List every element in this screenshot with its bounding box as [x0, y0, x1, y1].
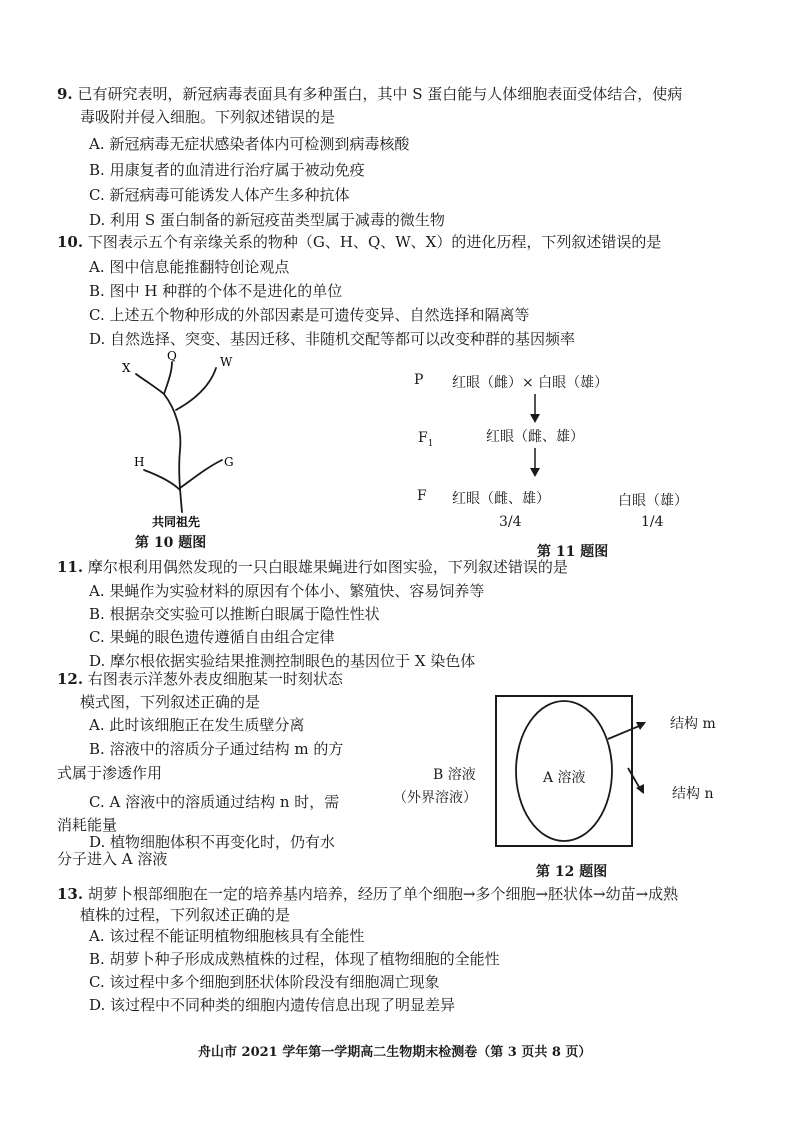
q9-option-a: A. 新冠病毒无症状感染者体内可检测到病毒核酸 — [89, 135, 410, 153]
q9-number: 9. — [57, 85, 73, 103]
q11-option-a: A. 果蝇作为实验材料的原因有个体小、繁殖快、容易饲养等 — [89, 582, 485, 600]
fig11-f-label: F — [417, 488, 427, 504]
fig11-f1-label: $F_1$ — [418, 430, 434, 449]
q11-option-b: B. 根据杂交实验可以推断白眼属于隐性性状 — [89, 605, 380, 623]
q9-option-b: B. 用康复者的血清进行治疗属于被动免疫 — [89, 161, 365, 179]
q12-option-c-cont: 消耗能量 — [57, 816, 118, 834]
fig12-structure-n: 结构 n — [672, 786, 714, 802]
q12-option-d-cont: 分子进入 A 溶液 — [57, 850, 168, 868]
fig12-caption: 第 12 题图 — [536, 864, 608, 880]
fig10-caption: 第 10 题图 — [135, 535, 207, 551]
q12-stem — [57, 668, 343, 690]
q10-option-b: B. 图中 H 种群的个体不是进化的单位 — [89, 282, 343, 300]
q12-option-d: D. 植物细胞体积不再变化时，仍有水 — [89, 833, 336, 851]
fig12-structure-m: 结构 m — [670, 716, 716, 732]
q9-option-d: D. 利用 S 蛋白制备的新冠疫苗类型属于减毒的微生物 — [89, 211, 445, 229]
branch-w — [176, 368, 216, 410]
fig11-f-white: 白眼（雄） — [618, 493, 688, 509]
q13-option-c: C. 该过程中多个细胞到胚状体阶段没有细胞凋亡现象 — [89, 973, 440, 991]
branch-q — [164, 362, 172, 394]
branch-x — [136, 374, 164, 394]
evolution-tree-figure — [110, 350, 260, 530]
fig12-b-solution: B 溶液 — [433, 767, 476, 783]
label-h: H — [134, 455, 145, 469]
q10-stem-line1: 下图表示五个有亲缘关系的物种（G、H、Q、W、X）的进化历程，下列叙述错误的是 — [87, 233, 662, 251]
fig11-red-ratio: 3/4 — [499, 514, 522, 530]
q11-stem — [57, 556, 568, 578]
fig11-p-label: P — [414, 372, 424, 388]
page-footer: 舟山市 2021 学年第一学期高二生物期末检测卷（第 3 页共 8 页） — [198, 1045, 592, 1060]
fig12-b-outer: （外界溶液） — [393, 790, 477, 806]
tree-trunk — [164, 394, 182, 512]
q12-option-b: B. 溶液中的溶质分子通过结构 m 的方 — [89, 740, 344, 758]
fig11-caption: 第 11 题图 — [537, 544, 609, 560]
q9-stem — [57, 83, 682, 105]
q9-stem-line1: 已有研究表明，新冠病毒表面具有多种蛋白，其中 S 蛋白能与人体细胞表面受体结合，使病 — [77, 85, 683, 103]
fig11-arrow-2 — [528, 448, 542, 478]
q13-stem — [57, 883, 678, 905]
q10-stem — [57, 231, 661, 253]
q12-option-a: A. 此时该细胞正在发生质壁分离 — [89, 716, 305, 734]
label-q: Q — [167, 350, 177, 363]
fig11-white-ratio: 1/4 — [641, 514, 664, 530]
q11-stem-line1: 摩尔根利用偶然发现的一只白眼雄果蝇进行如图实验，下列叙述错误的是 — [87, 558, 568, 576]
fig11-p-text: 红眼（雌）× 白眼（雄） — [452, 375, 609, 391]
q11-option-c: C. 果蝇的眼色遗传遵循自由组合定律 — [89, 628, 335, 646]
q10-number: 10. — [57, 233, 84, 251]
q12-number: 12. — [57, 670, 84, 688]
label-g: G — [224, 455, 234, 469]
q10-option-d: D. 自然选择、突变、基因迁移、非随机交配等都可以改变种群的基因频率 — [89, 330, 576, 348]
label-x: X — [122, 361, 131, 375]
fig11-arrow-1 — [528, 394, 542, 424]
branch-h — [144, 470, 180, 490]
q13-stem-line1: 胡萝卜根部细胞在一定的培养基内培养，经历了单个细胞→多个细胞→胚状体→幼苗→成熟 — [87, 885, 679, 903]
fig12-a-solution: A 溶液 — [543, 770, 586, 786]
q13-option-d: D. 该过程中不同种类的细胞内遗传信息出现了明显差异 — [89, 996, 456, 1014]
common-ancestor-label: 共同祖先 — [152, 515, 201, 529]
q12-option-c: C. A 溶液中的溶质通过结构 n 时，需 — [89, 793, 340, 811]
label-w: W — [220, 355, 233, 369]
q13-stem-line2: 植株的过程，下列叙述正确的是 — [80, 906, 291, 924]
q13-option-a: A. 该过程不能证明植物细胞核具有全能性 — [89, 927, 365, 945]
q12-option-b-cont: 式属于渗透作用 — [57, 764, 163, 782]
q10-option-c: C. 上述五个物种形成的外部因素是可遗传变异、自然选择和隔离等 — [89, 306, 530, 324]
q9-option-c: C. 新冠病毒可能诱发人体产生多种抗体 — [89, 186, 350, 204]
branch-g — [180, 460, 222, 488]
q9-stem-line2: 毒吸附并侵入细胞。下列叙述错误的是 — [80, 108, 336, 126]
fig11-f1-text: 红眼（雌、雄） — [486, 429, 584, 445]
q11-number: 11. — [57, 558, 84, 576]
q12-stem-line2: 模式图，下列叙述正确的是 — [80, 693, 261, 711]
q13-number: 13. — [57, 885, 84, 903]
fig11-f-red: 红眼（雌、雄） — [452, 491, 550, 507]
q10-option-a: A. 图中信息能推翻特创论观点 — [89, 258, 290, 276]
q13-option-b: B. 胡萝卜种子形成成熟植株的过程，体现了植物细胞的全能性 — [89, 950, 500, 968]
q11-option-d: D. 摩尔根依据实验结果推测控制眼色的基因位于 X 染色体 — [89, 652, 476, 670]
q12-stem-line1: 右图表示洋葱外表皮细胞某一时刻状态 — [87, 670, 343, 688]
